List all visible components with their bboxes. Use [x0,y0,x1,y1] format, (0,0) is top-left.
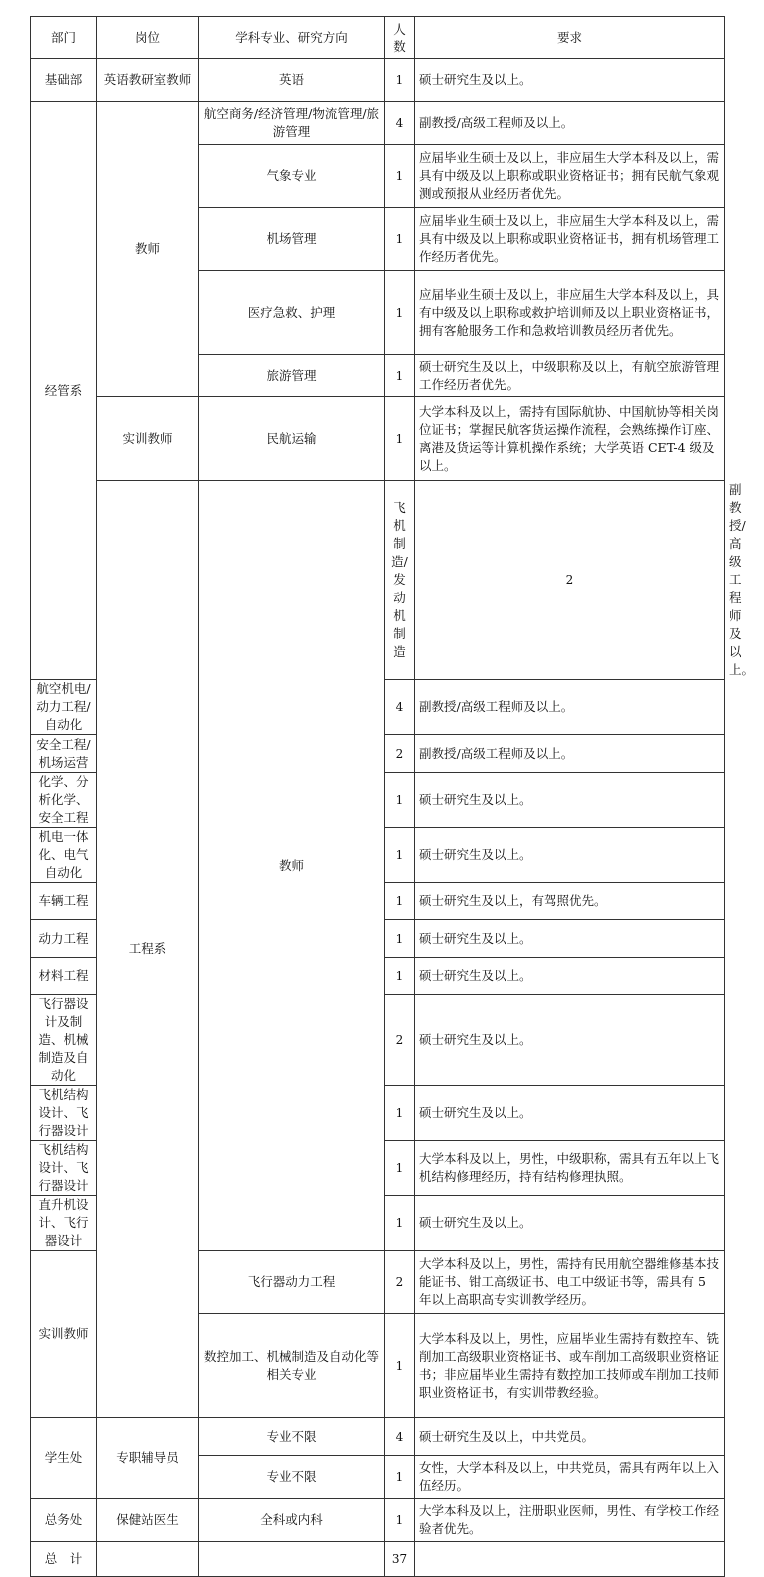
dept-cell: 基础部 [31,59,97,102]
requirement-cell: 应届毕业生硕士及以上，非应届生大学本科及以上，需具有中级及以上职称或职业资格证书，拥有机场管理工作经历者优先。 [415,208,725,271]
major-cell: 数控加工、机械制造及自动化等相关专业 [199,1314,385,1418]
requirement-cell: 女性，大学本科及以上，中共党员，需具有两年以上入伍经历。 [415,1456,725,1499]
count-cell: 1 [385,1456,415,1499]
requirement-cell: 硕士研究生及以上。 [415,995,725,1086]
count-cell: 1 [385,1196,415,1251]
requirement-cell: 大学本科及以上，需持有国际航协、中国航协等相关岗位证书；掌握民航客货运操作流程，会熟练操作订座、离港及货运等计算机操作系统；大学英语 CET-4 级及以上。 [415,397,725,481]
dept-cell: 学生处 [31,1418,97,1499]
requirement-cell: 大学本科及以上，男性，需持有民用航空器维修基本技能证书、钳工高级证书、电工中级证书等，需具有 5 年以上高职高专实训教学经历。 [415,1251,725,1314]
count-cell: 1 [385,355,415,397]
count-cell: 1 [385,773,415,828]
post-cell: 专职辅导员 [97,1418,199,1499]
requirement-cell: 硕士研究生及以上。 [415,828,725,883]
post-cell: 保健站医生 [97,1499,199,1542]
major-cell: 动力工程 [31,920,97,958]
empty-cell [415,1542,725,1577]
dept-cell: 工程系 [97,481,199,1418]
count-cell: 2 [385,1251,415,1314]
requirement-cell: 硕士研究生及以上。 [415,1086,725,1141]
table-row [31,59,725,102]
major-cell: 材料工程 [31,958,97,995]
count-cell: 2 [385,735,415,773]
major-cell: 机场管理 [199,208,385,271]
requirement-cell: 硕士研究生及以上。 [415,958,725,995]
requirement-cell: 硕士研究生及以上。 [415,1196,725,1251]
empty-cell [199,1542,385,1577]
total-count: 37 [385,1542,415,1577]
major-cell: 专业不限 [199,1456,385,1499]
header-dept: 部门 [31,17,97,59]
major-cell: 医疗急救、护理 [199,271,385,355]
total-label: 总 计 [31,1542,97,1577]
major-cell: 旅游管理 [199,355,385,397]
count-cell: 2 [385,995,415,1086]
count-cell: 1 [385,1314,415,1418]
table-row: 工程系 教师 飞机制造/发动机制造 2 副教授/高级工程师及以上。 [31,481,725,680]
requirement-cell: 硕士研究生及以上，中共党员。 [415,1418,725,1456]
major-cell: 全科或内科 [199,1499,385,1542]
recruitment-table [30,16,755,1577]
count-cell: 1 [385,828,415,883]
requirement-cell: 大学本科及以上，男性，中级职称，需具有五年以上飞机结构修理经历，持有结构修理执照。 [415,1141,725,1196]
count-cell: 1 [385,1086,415,1141]
post-cell: 实训教师 [97,397,199,481]
major-cell: 气象专业 [199,145,385,208]
post-cell: 实训教师 [31,1251,97,1418]
table-row [31,397,725,481]
requirement-cell: 硕士研究生及以上。 [415,59,725,102]
major-cell: 安全工程/机场运营 [31,735,97,773]
major-cell: 飞机制造/发动机制造 [385,481,415,680]
count-cell: 1 [385,397,415,481]
requirement-cell: 应届毕业生硕士及以上，非应届生大学本科及以上，需具有中级及以上职称或职业资格证书；拥有民航气象观测或预报从业经历者优先。 [415,145,725,208]
count-cell: 1 [385,271,415,355]
major-cell: 民航运输 [199,397,385,481]
requirement-cell: 硕士研究生及以上，中级职称及以上，有航空旅游管理工作经历者优先。 [415,355,725,397]
count-cell: 1 [385,1499,415,1542]
table-row [31,1418,725,1456]
table-row [31,102,725,145]
requirement-cell: 硕士研究生及以上。 [415,920,725,958]
requirement-cell: 副教授/高级工程师及以上。 [415,102,725,145]
header-post: 岗位 [97,17,199,59]
requirement-cell: 副教授/高级工程师及以上。 [415,680,725,735]
count-cell: 1 [385,1141,415,1196]
count-cell: 1 [385,958,415,995]
major-cell: 飞行器设计及制造、机械制造及自动化 [31,995,97,1086]
count-cell: 1 [385,145,415,208]
major-cell: 直升机设计、飞行器设计 [31,1196,97,1251]
header-count: 人数 [385,17,415,59]
header-major: 学科专业、研究方向 [199,17,385,59]
requirement-cell: 应届毕业生硕士及以上，非应届生大学本科及以上，具有中级及以上职称或救护培训师及以上职业资格证书，拥有客舱服务工作和急救培训教员经历者优先。 [415,271,725,355]
count-cell: 2 [415,481,725,680]
count-cell: 1 [385,208,415,271]
post-cell: 教师 [199,481,385,1251]
count-cell: 4 [385,1418,415,1456]
major-cell: 飞机结构设计、飞行器设计 [31,1141,97,1196]
post-cell: 英语教研室教师 [97,59,199,102]
requirement-cell: 大学本科及以上，男性，应届毕业生需持有数控车、铣削加工高级职业资格证书、或车削加工高级职业资格证书；非应届毕业生需持有数控加工技师或车削加工技师职业资格证书，有实训带教经验。 [415,1314,725,1418]
requirement-cell: 大学本科及以上，注册职业医师，男性、有学校工作经验者优先。 [415,1499,725,1542]
major-cell: 飞行器动力工程 [199,1251,385,1314]
table-row [31,1499,725,1542]
count-cell: 1 [385,883,415,920]
header-req: 要求 [415,17,725,59]
major-cell: 车辆工程 [31,883,97,920]
major-cell: 化学、分析化学、安全工程 [31,773,97,828]
count-cell: 1 [385,920,415,958]
requirement-cell: 硕士研究生及以上，有驾照优先。 [415,883,725,920]
header-row [31,17,725,59]
major-cell: 英语 [199,59,385,102]
requirement-cell: 副教授/高级工程师及以上。 [415,735,725,773]
total-row [31,1542,725,1577]
major-cell: 航空机电/动力工程/自动化 [31,680,97,735]
major-cell: 飞机结构设计、飞行器设计 [31,1086,97,1141]
major-cell: 航空商务/经济管理/物流管理/旅游管理 [199,102,385,145]
requirement-cell: 硕士研究生及以上。 [415,773,725,828]
count-cell: 1 [385,59,415,102]
empty-cell [97,1542,199,1577]
count-cell: 4 [385,102,415,145]
major-cell: 专业不限 [199,1418,385,1456]
dept-cell: 经管系 [31,102,97,680]
major-cell: 机电一体化、电气自动化 [31,828,97,883]
post-cell: 教师 [97,102,199,397]
count-cell: 4 [385,680,415,735]
dept-cell: 总务处 [31,1499,97,1542]
